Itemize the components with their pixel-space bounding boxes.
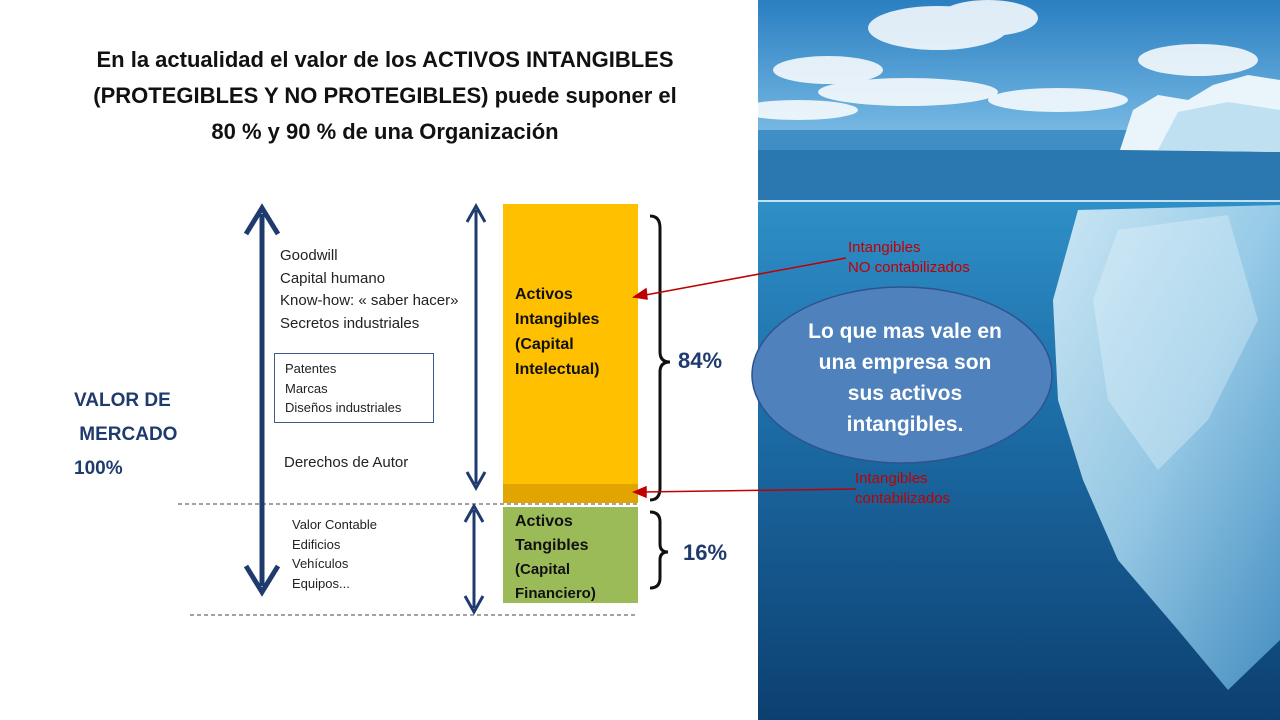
list-item: Secretos industriales [280,314,420,332]
annotation-line: Intangibles [855,470,928,487]
bubble-line: sus activos [847,382,963,405]
bubble-line: Lo que mas vale en [808,320,1002,343]
brace-84 [650,216,670,500]
list-item: Capital humano [280,269,386,287]
annotation-no-contabilizados [848,238,970,278]
title-line-1: En la actualidad el valor de los ACTIVOS INTANGIBLES [96,47,674,72]
annotation-arrow-no-contabilizados [634,258,846,299]
tangible-arrow [465,506,483,612]
box-label-line: Activos [515,513,573,530]
intangible-items-list [280,245,458,335]
intangible-arrow [467,206,485,488]
box-label-line: Tangibles [515,537,589,554]
tangible-box-label [515,510,596,606]
percent-16: 16% [683,540,728,565]
market-value-line-2: MERCADO [74,424,178,445]
list-item: Goodwill [280,247,338,264]
list-item: Patentes [285,361,337,376]
title-line-3: 80 % y 90 % de una Organización [211,119,559,144]
annotation-arrow-contabilizados [634,487,856,497]
list-item: Marcas [285,380,328,396]
box-label-line: (Capital [515,336,574,353]
list-item: Diseños industriales [285,400,402,415]
bubble-line: una empresa son [818,351,992,374]
bubble-text [780,316,1030,440]
percent-84: 84% [678,348,723,373]
intangible-accounted-strip [503,484,638,503]
list-item: Equipos... [292,575,350,591]
market-value-label [74,384,177,486]
market-value-line-3: 100% [74,458,123,479]
list-item: Vehículos [292,556,349,571]
intangible-box-label [515,282,599,382]
list-item: Edificios [292,536,341,552]
protected-items-box [274,353,434,423]
copyright-label: Derechos de Autor [284,454,409,471]
title-line-2: (PROTEGIBLES Y NO PROTEGIBLES) puede suponer el [93,83,677,108]
box-label-line: Activos [515,286,573,303]
annotation-line: NO contabilizados [848,259,970,276]
bubble-line: intangibles. [846,413,964,436]
box-label-line: Intangibles [515,311,600,328]
tangible-items-list [292,515,377,593]
annotation-contabilizados [855,469,950,509]
brace-16 [650,512,668,588]
annotation-line: contabilizados [855,490,951,507]
box-label-line: (Capital [515,561,571,578]
annotation-line: Intangibles [848,239,921,256]
list-item: Valor Contable [292,517,378,532]
box-label-line: Financiero) [515,585,596,602]
list-item: Know-how: « saber hacer» [280,292,459,309]
box-label-line: Intelectual) [515,361,600,378]
market-value-line-1: VALOR DE [74,390,171,411]
